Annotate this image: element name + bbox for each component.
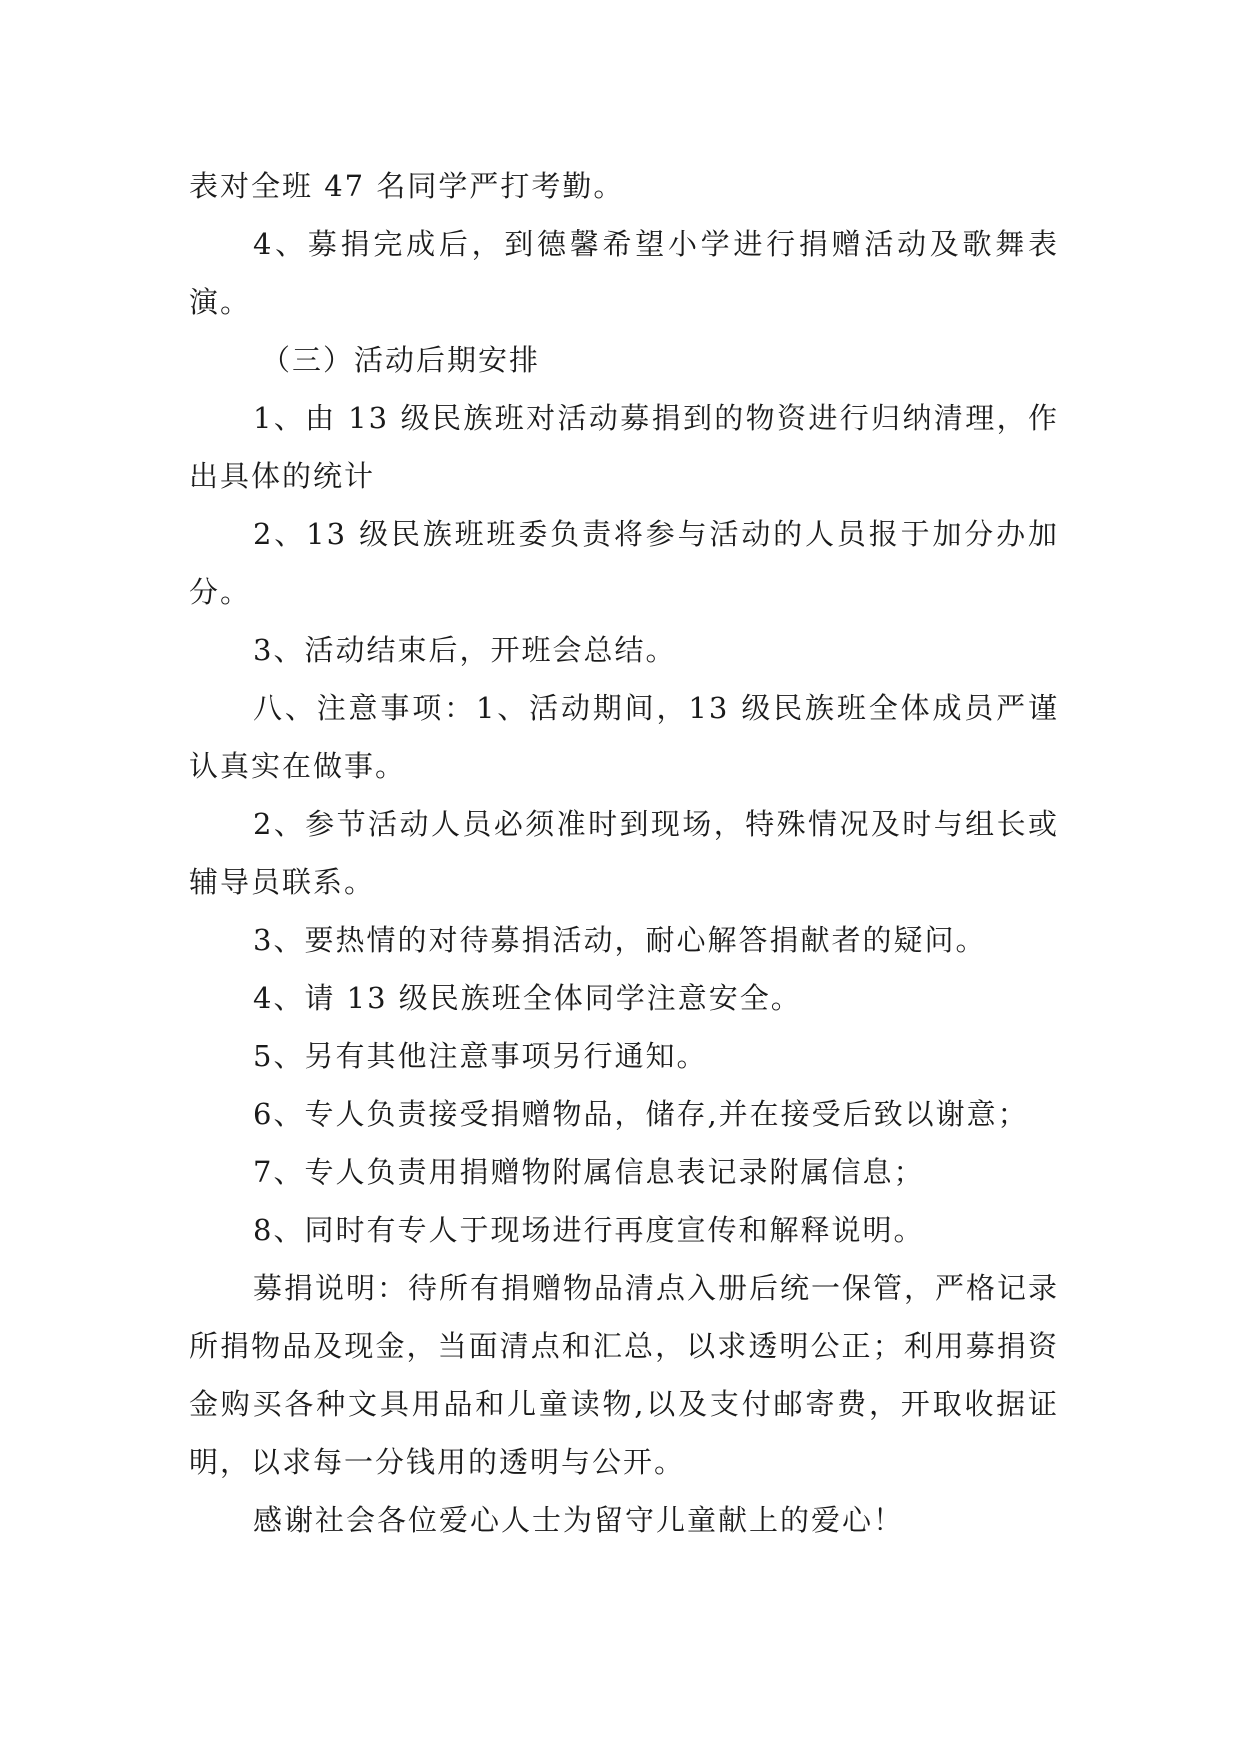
paragraph-note-3: 3、要热情的对待募捐活动，耐心解答捐献者的疑问。 [253,923,987,957]
paragraph-note-6: 6、专人负责接受捐赠物品，储存,并在接受后致以谢意； [253,1097,1029,1131]
paragraph-note-4: 4、请 13 级民族班全体同学注意安全。 [253,981,802,1015]
paragraph-note-2: 2、参节活动人员必须准时到现场，特殊情况及时与组长或辅导员联系。 [189,807,1059,899]
paragraph-donation-activity: 4、募捐完成后，到德馨希望小学进行捐赠活动及歌舞表演。 [189,227,1059,319]
section-heading-post-activity: （三）活动后期安排 [261,343,541,377]
paragraph-post-item-3: 3、活动结束后，开班会总结。 [253,633,677,667]
paragraph-note-7: 7、专人负责用捐赠物附属信息表记录附属信息； [253,1155,925,1189]
document-body [189,157,1059,1549]
paragraph-post-item-1: 1、由 13 级民族班对活动募捐到的物资进行归纳清理，作出具体的统计 [189,401,1059,493]
paragraph-notes-heading: 八、注意事项：1、活动期间，13 级民族班全体成员严谨认真实在做事。 [189,691,1059,783]
paragraph-attendance: 表对全班 47 名同学严打考勤。 [189,169,625,203]
paragraph-post-item-2: 2、13 级民族班班委负责将参与活动的人员报于加分办加分。 [189,517,1059,609]
paragraph-donation-explanation: 募捐说明：待所有捐赠物品清点入册后统一保管，严格记录所捐物品及现金，当面清点和汇总，以求透明公正；利用募捐资金购买各种文具用品和儿童读物,以及支付邮寄费，开取收据证明，以求每一分钱用的透明与公开。 [189,1271,1060,1479]
paragraph-note-8: 8、同时有专人于现场进行再度宣传和解释说明。 [253,1213,925,1247]
paragraph-thanks: 感谢社会各位爱心人士为留守儿童献上的爱心！ [253,1503,905,1537]
paragraph-note-5: 5、另有其他注意事项另行通知。 [253,1039,708,1073]
